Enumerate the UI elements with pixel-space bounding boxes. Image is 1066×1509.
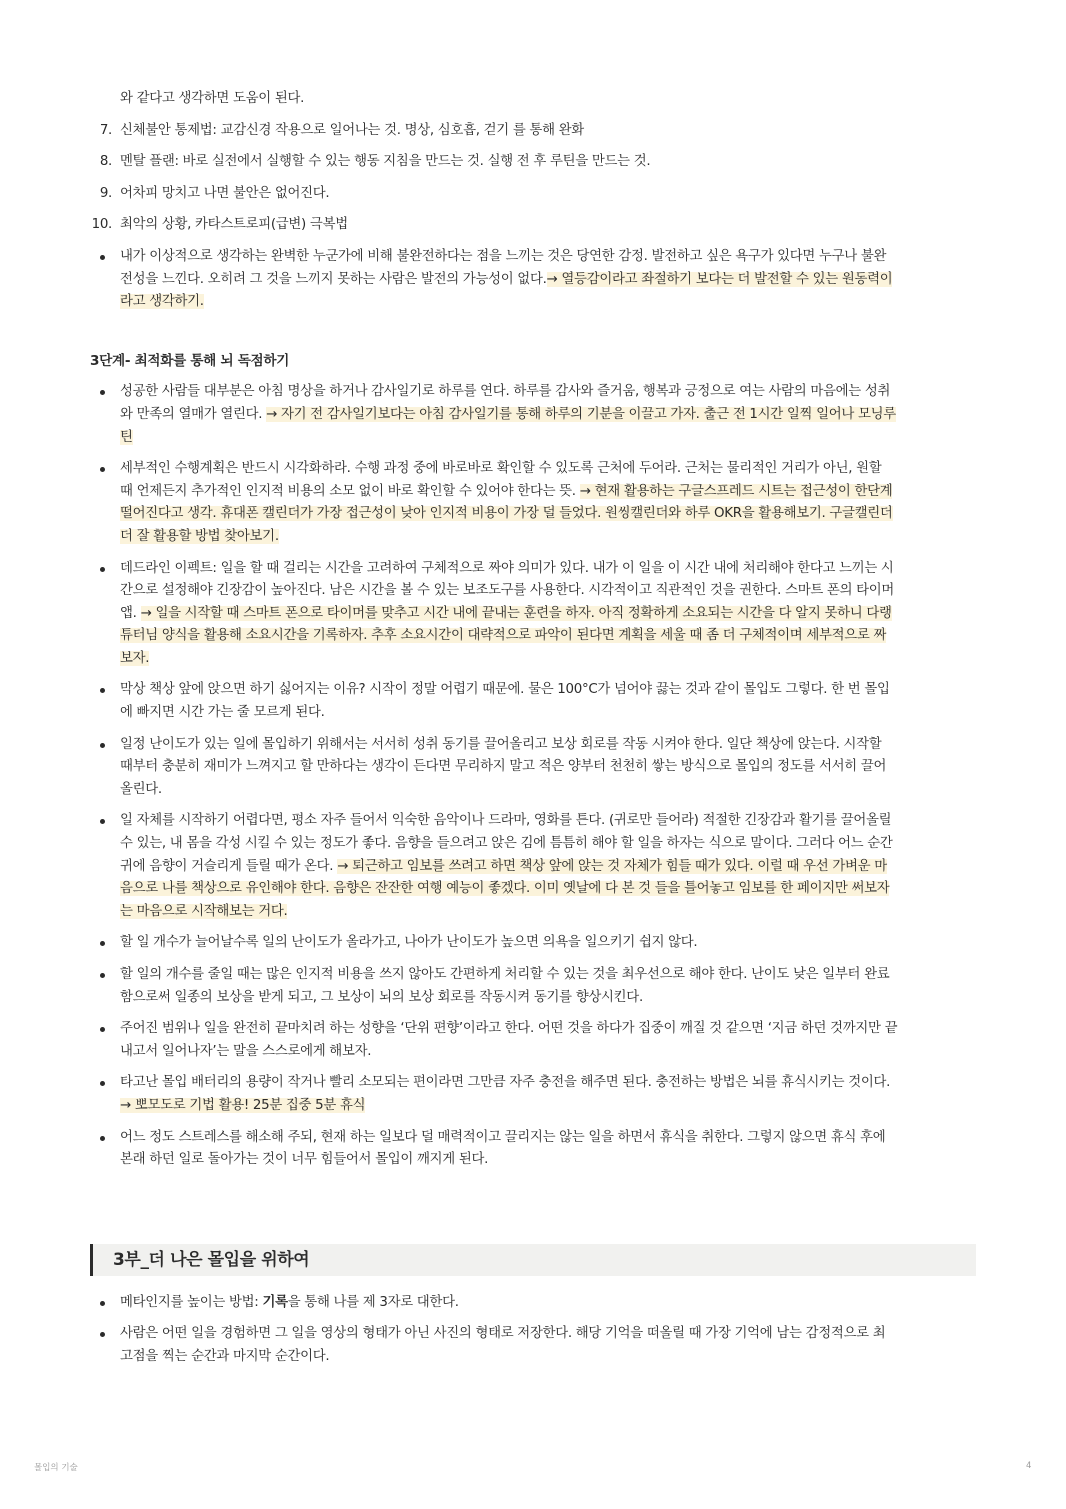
highlight-note: 떨어진다고 생각. 휴대폰 캘린더가 가장 접근성이 낮아 인지적 비용이 가장 덜 들었다. 원씽캘린더와 하루 OKR을 활용해보기. 구글캘린더 [120,506,893,522]
bullet-text: 할 일의 개수를 줄일 때는 많은 인지적 비용을 쓰지 않아도 간편하게 처리할 수 있는 것을 최우선으로 해야 한다. 난이도 낮은 일부터 완료 [120,967,890,982]
numbered-item-10 [90,214,976,237]
bullet-text: 고점을 찍는 순간과 마지막 순간이다. [120,1348,330,1364]
bullet-item-anxiety [90,246,976,314]
bullet-dot [100,1136,105,1141]
bullet-item [90,1072,976,1117]
bullet-dot [100,688,105,693]
item-text: 신체불안 통제법: 교감신경 작용으로 일어나는 것. 명상, 심호흡, 걷기 를 통해 완화 [120,122,584,138]
item-text: 최악의 상황, 카타스트로피(급변) 극복법 [120,217,348,233]
bullet-item [90,964,976,1009]
bullet-item [90,1018,976,1063]
bullet-text: 귀에 음향이 거슬리게 들릴 때가 온다. [120,858,338,874]
bold-keyword: 기록 [262,1294,288,1310]
bullet-item [90,734,976,802]
bullet-dot [100,819,105,824]
bullet-text: 일 자체를 시작하기 어렵다면, 평소 자주 들어서 익숙한 음악이나 드라마, 영화를 튼다. (귀로만 들어라) 적절한 긴장감과 활기를 끌어올릴 [120,813,892,829]
bullet-dot [100,467,105,472]
highlight-note: → 퇴근하고 임보를 쓰려고 하면 책상 앞에 앉는 것 자체가 힘들 때가 있다. 이럴 때 우선 가벼운 마 [337,858,887,874]
bullet-text: 사람은 어떤 일을 경험하면 그 일을 영상의 형태가 아닌 사진의 형태로 저장한다. 해당 기억을 떠올릴 때 가장 기억에 남는 감정적으로 최 [120,1326,886,1342]
bullet-dot [100,1027,105,1032]
bullet-text: 주어진 범위나 일을 완전히 끝마치려 하는 성향을 ‘단위 편향’이라고 한다. 어떤 것을 하다가 집중이 깨질 것 같으면 ‘지금 하던 것까지만 끝 [120,1021,898,1037]
bullet-dot [100,567,105,572]
bullet-dot [100,1081,105,1086]
item-number: 10. [91,217,112,233]
highlight-note: → 일을 시작할 때 스마트 폰으로 타이머를 맞추고 시간 내에 끝내는 훈련을 하자. 아직 정확하게 소요되는 시간을 다 알지 못하니 다랭 [140,605,892,621]
numbered-item-9 [90,183,976,206]
paragraph-continuation: 와 같다고 생각하면 도움이 된다. [120,91,305,106]
bullet-text: 세부적인 수행계획은 반드시 시각화하라. 수행 과정 중에 바로바로 확인할 수 있도록 근처에 두어라. 근처는 물리적인 거리가 아닌, 원할 [120,461,882,477]
numbered-item-7 [90,120,976,143]
highlight-note: 틴 [120,429,133,445]
bullet-item [90,1127,976,1172]
bullet-text: 을 통해 나를 제 3자로 대한다. [287,1294,459,1310]
bullet-text: 전성을 느낀다. 오히려 그 것을 느끼지 못하는 사람은 발전의 가능성이 없다. [120,271,547,287]
bullet-text: 성공한 사람들 대부분은 아침 명상을 하거나 감사일기로 하루를 연다. 하루를 감사와 즐거움, 행복과 긍정으로 여는 사람의 마음에는 성취 [120,384,891,400]
item-number: 9. [99,185,112,201]
highlight-note: → 열등감이라고 좌절하기 보다는 더 발전할 수 있는 원동력이 [546,271,893,287]
bullet-text: 일정 난이도가 있는 일에 몰입하기 위해서는 서서히 성취 동기를 끌어올리고 보상 회로를 작동 시켜야 한다. 일단 책상에 앉는다. 시작할 [120,736,882,752]
bullet-text: 에 빠지면 시간 가는 줄 모르게 된다. [120,705,325,721]
bullet-item [90,679,976,724]
bullet-text: 메타인지를 높이는 방법: [120,1294,263,1310]
bullet-text: 막상 책상 앞에 앉으면 하기 싫어지는 이유? 시작이 정말 어렵기 때문에. 물은 100°C가 넘어야 끓는 것과 같이 몰입도 그렇다. 한 번 몰입 [120,682,890,698]
item-text: 어차피 망치고 나면 불안은 없어진다. [120,185,330,201]
part-heading: 3부_더 나은 몰입을 위하여 [90,1244,976,1276]
bullet-item [90,558,976,671]
highlight-note: 라고 생각하기. [120,294,204,310]
highlight-note: 보자. [120,650,150,666]
document-content [90,88,976,1369]
bullet-dot [100,941,105,946]
footer-document-title: 몰입의 기술 [34,1463,78,1473]
bullet-dot [100,973,105,978]
highlight-note: → 자기 전 감사일기보다는 아침 감사일기를 통해 하루의 기분을 이끌고 가자. 출근 전 1시간 일찍 일어나 모닝루 [266,406,896,422]
bullet-text: 내가 이상적으로 생각하는 완벽한 누군가에 비해 불완전하다는 점을 느끼는 것은 당연한 감정. 발전하고 싶은 욕구가 있다면 누구나 불완 [120,248,887,264]
bullet-text: 함으로써 일종의 보상을 받게 되고, 그 보상이 뇌의 보상 회로를 작동시켜 동기를 향상시킨다. [120,989,643,1005]
highlight-note: 튜터님 양식을 활용해 소요시간을 기록하자. 추후 소요시간이 대략적으로 파악이 된다면 계획을 세울 때 좀 더 구체적이며 세부적으로 짜 [120,628,887,644]
highlight-note: → 현재 활용하는 구글스프레드 시트는 접근성이 한단계 [579,483,893,499]
bullet-text: 올린다. [120,781,162,797]
bullet-text: 간으로 설정해야 긴장감이 높아진다. 남은 시간을 볼 수 있는 보조도구를 사용한다. 시각적이고 직관적인 것을 권한다. 스마트 폰의 타이머 [120,583,895,599]
highlight-note: 는 마음으로 시작해보는 거다. [120,903,288,919]
highlight-note: 음으로 나를 책상으로 유인해야 한다. 음향은 잔잔한 여행 예능이 좋겠다. 이미 옛날에 다 본 것 들을 틀어놓고 임보를 한 페이지만 써보자 [120,881,890,897]
bullet-dot [100,743,105,748]
highlight-note: 더 잘 활용할 방법 찾아보기. [120,528,279,544]
bullet-item [90,1292,976,1315]
item-number: 8. [99,154,112,170]
bullet-text: 수 있는, 내 몸을 각성 시킬 수 있는 정도가 좋다. 음향을 들으려고 앉은 김에 틈틈히 해야 할 일을 하자는 식으로 말이다. 그러다 어느 순간 [120,836,893,852]
item-text: 멘탈 플랜: 바로 실전에서 실행할 수 있는 행동 지침을 만드는 것. 실행 전 후 루틴을 만드는 것. [120,154,651,170]
bullet-text: 할 일 개수가 늘어날수록 일의 난이도가 올라가고, 나아가 난이도가 높으면 의욕을 일으키기 쉽지 않다. [120,935,698,951]
bullet-text: 본래 하던 일로 돌아가는 것이 너무 힘들어서 몰입이 깨지게 된다. [120,1152,489,1168]
item-number: 7. [99,122,112,138]
bullet-text: 때부터 충분히 재미가 느껴지고 할 만하다는 생각이 든다면 무리하지 말고 적은 양부터 천천히 쌓는 방식으로 몰입의 정도를 서서히 끌어 [120,759,887,775]
bullet-dot [100,255,105,260]
footer-page-number: 4 [1026,1461,1032,1471]
bullet-text: 어느 정도 스트레스를 해소해 주되, 현재 하는 일보다 덜 매력적이고 끌리지는 않는 일을 하면서 휴식을 취한다. 그렇지 않으면 휴식 후에 [120,1129,886,1145]
bullet-text: 앱. [120,605,141,621]
highlight-note: → 뽀모도로 기법 활용! 25분 집중 5분 휴식 [120,1097,366,1113]
bullet-item [90,932,976,955]
bullet-dot [100,1301,105,1306]
bullet-item [90,381,976,449]
bullet-text: 내고서 일어나자’는 말을 스스로에게 해보자. [120,1043,372,1059]
bullet-dot [100,1332,105,1337]
section-heading: 3단계- 최적화를 통해 뇌 독점하기 [90,352,290,369]
bullet-dot [100,390,105,395]
bullet-text: 와 만족의 열매가 열린다. [120,406,267,422]
bullet-text: 데드라인 이펙트: 일을 할 때 걸리는 시간을 고려하여 구체적으로 짜야 의미가 있다. 내가 이 일을 이 시간 내에 처리해야 한다고 느끼는 시 [120,560,894,576]
bullet-text: 타고난 몰입 배터리의 용량이 작거나 빨리 소모되는 편이라면 그만큼 자주 충전을 해주면 된다. 충전하는 방법은 뇌를 휴식시키는 것이다. [120,1075,891,1091]
bullet-text: 때 언제든지 추가적인 인지적 비용의 소모 없이 바로 확인할 수 있어야 한다는 뜻. [120,483,580,499]
bullet-item [90,1323,976,1368]
numbered-item-8 [90,151,976,174]
bullet-item [90,810,976,923]
bullet-item [90,458,976,548]
